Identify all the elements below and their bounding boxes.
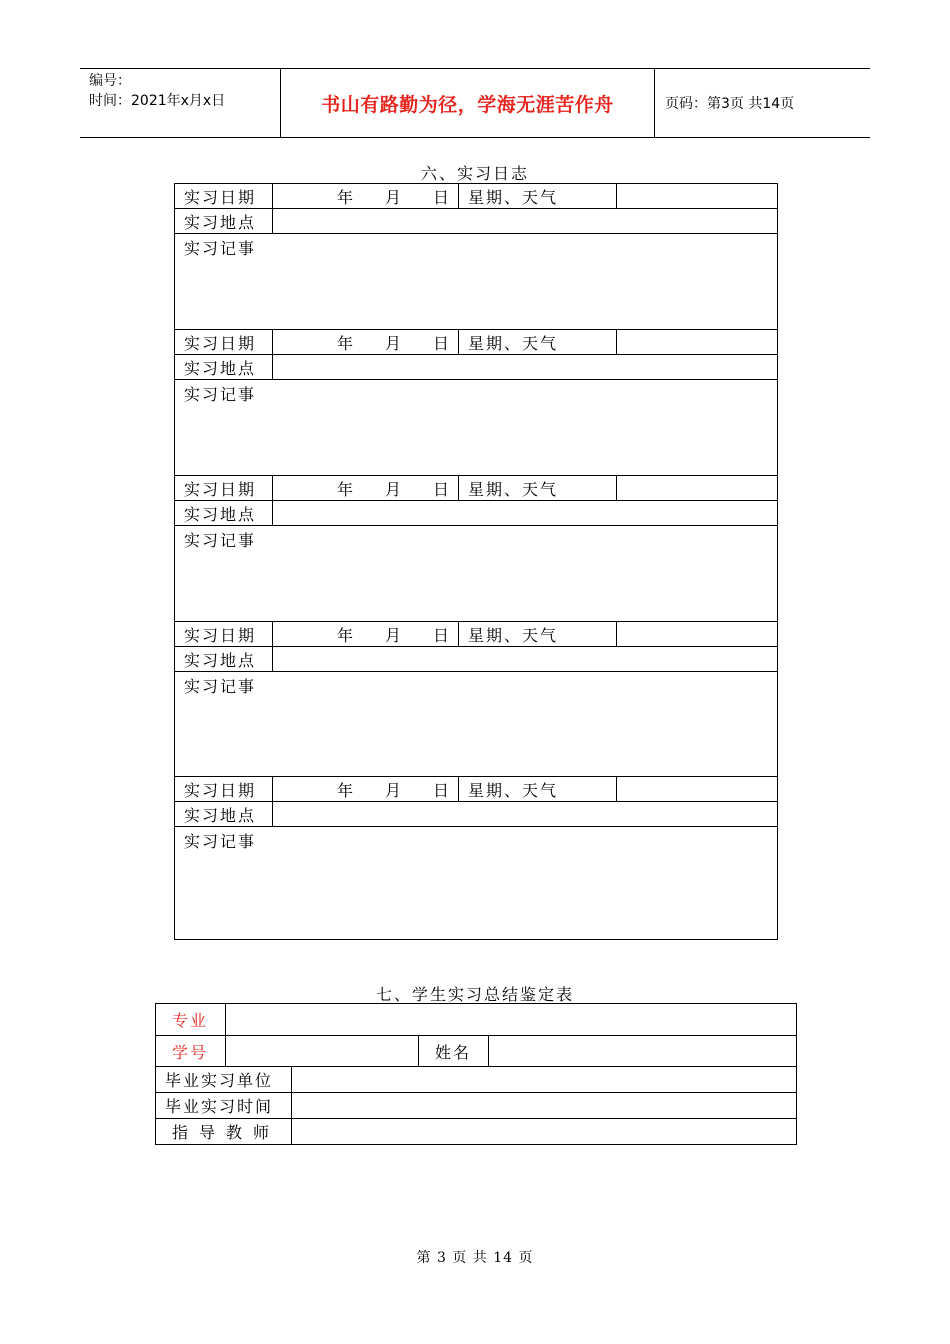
memo-field[interactable] [175, 380, 778, 476]
page-indicator: 页码：第3页 共14页 [665, 96, 795, 112]
teacher-row [156, 1119, 797, 1145]
time-label: 时间：2021年x月x日 [89, 93, 226, 109]
memo-field[interactable] [175, 827, 778, 940]
place-field[interactable] [273, 802, 778, 827]
weather-label: 星期、天气 [459, 476, 617, 501]
year-label: 年 [337, 625, 356, 645]
student-id-field[interactable] [226, 1036, 419, 1067]
summary-appraisal-table [155, 1003, 797, 1145]
place-field[interactable] [273, 501, 778, 526]
place-label: 实习地点 [175, 802, 273, 827]
major-label: 专业 [156, 1004, 226, 1036]
teacher-field[interactable] [292, 1119, 797, 1145]
date-label: 实习日期 [175, 622, 273, 647]
log-date-row [175, 622, 778, 647]
log-memo-row [175, 672, 778, 777]
log-memo-row [175, 234, 778, 330]
name-field[interactable] [489, 1036, 797, 1067]
weather-field[interactable] [617, 777, 778, 802]
memo-field[interactable] [175, 672, 778, 777]
number-label: 编号： [89, 73, 131, 89]
unit-field[interactable] [292, 1067, 797, 1093]
month-label: 月 [385, 780, 404, 800]
time-row [156, 1093, 797, 1119]
log-place-row [175, 802, 778, 827]
month-label: 月 [385, 625, 404, 645]
memo-label: 实习记事 [184, 832, 257, 851]
place-label: 实习地点 [175, 501, 273, 526]
time-field[interactable] [292, 1093, 797, 1119]
log-date-row [175, 330, 778, 355]
log-date-row [175, 476, 778, 501]
day-label: 日 [433, 780, 452, 800]
date-label: 实习日期 [175, 476, 273, 501]
major-row [156, 1004, 797, 1036]
date-field[interactable] [273, 476, 459, 501]
unit-row [156, 1067, 797, 1093]
year-label: 年 [337, 187, 356, 207]
time-label-cell: 毕业实习时间 [156, 1093, 292, 1119]
date-field[interactable] [273, 184, 459, 209]
log-place-row [175, 501, 778, 526]
date-label: 实习日期 [175, 330, 273, 355]
place-field[interactable] [273, 647, 778, 672]
memo-label: 实习记事 [184, 677, 257, 696]
date-label: 实习日期 [175, 777, 273, 802]
header-motto: 书山有路勤为径，学海无涯苦作舟 [281, 69, 655, 137]
weather-label: 星期、天气 [459, 330, 617, 355]
log-place-row [175, 647, 778, 672]
header-meta [80, 69, 281, 137]
day-label: 日 [433, 479, 452, 499]
log-memo-row [175, 526, 778, 622]
date-field[interactable] [273, 777, 459, 802]
day-label: 日 [433, 333, 452, 353]
log-place-row [175, 355, 778, 380]
place-field[interactable] [273, 209, 778, 234]
memo-label: 实习记事 [184, 385, 257, 404]
name-label: 姓名 [419, 1036, 489, 1067]
place-label: 实习地点 [175, 209, 273, 234]
log-memo-row [175, 827, 778, 940]
memo-field[interactable] [175, 526, 778, 622]
log-place-row [175, 209, 778, 234]
date-label: 实习日期 [175, 184, 273, 209]
year-label: 年 [337, 333, 356, 353]
major-field[interactable] [226, 1004, 797, 1036]
log-date-row [175, 777, 778, 802]
memo-label: 实习记事 [184, 239, 257, 258]
month-label: 月 [385, 333, 404, 353]
weather-label: 星期、天气 [459, 622, 617, 647]
date-field[interactable] [273, 622, 459, 647]
weather-field[interactable] [617, 184, 778, 209]
student-id-label: 学号 [156, 1036, 226, 1067]
weather-label: 星期、天气 [459, 777, 617, 802]
month-label: 月 [385, 479, 404, 499]
student-id-row [156, 1036, 797, 1067]
place-field[interactable] [273, 355, 778, 380]
place-label: 实习地点 [175, 647, 273, 672]
month-label: 月 [385, 187, 404, 207]
log-section-title: 六、实习日志 [420, 164, 529, 183]
date-field[interactable] [273, 330, 459, 355]
unit-label: 毕业实习单位 [156, 1067, 292, 1093]
year-label: 年 [337, 780, 356, 800]
log-date-row [175, 184, 778, 209]
place-label: 实习地点 [175, 355, 273, 380]
internship-log-table [174, 183, 778, 940]
weather-field[interactable] [617, 476, 778, 501]
page-footer: 第 3 页 共 14 页 [416, 1250, 534, 1266]
day-label: 日 [433, 625, 452, 645]
day-label: 日 [433, 187, 452, 207]
weather-field[interactable] [617, 330, 778, 355]
year-label: 年 [337, 479, 356, 499]
weather-label: 星期、天气 [459, 184, 617, 209]
summary-section-title: 七、学生实习总结鉴定表 [375, 985, 574, 1004]
teacher-label: 指导教师 [156, 1119, 292, 1145]
memo-field[interactable] [175, 234, 778, 330]
page-header [80, 68, 870, 138]
weather-field[interactable] [617, 622, 778, 647]
memo-label: 实习记事 [184, 531, 257, 550]
log-memo-row [175, 380, 778, 476]
